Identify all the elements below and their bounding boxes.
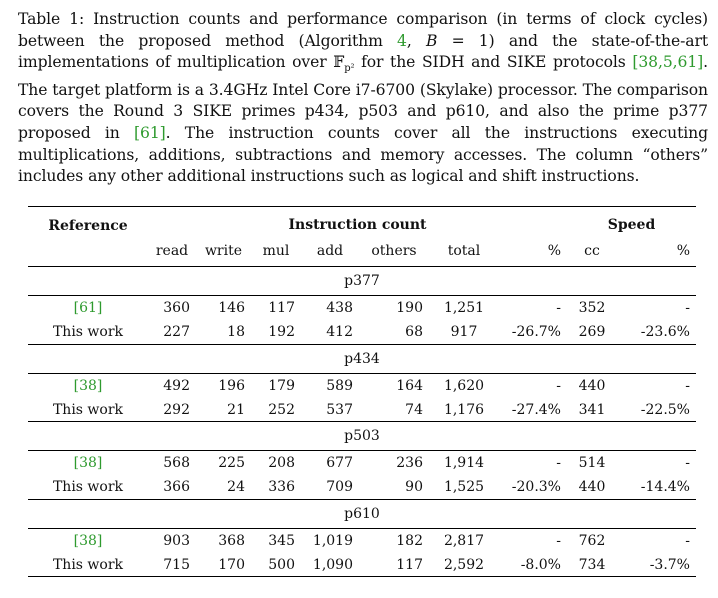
reference-cell: This work xyxy=(52,479,124,495)
prime-label: p377 xyxy=(344,273,380,289)
column-header-others: others xyxy=(371,243,417,260)
reference-citation-link[interactable]: [38] xyxy=(73,455,103,472)
table-cell: 336 xyxy=(268,479,295,495)
table-cell: - xyxy=(685,532,690,549)
column-header-write: write xyxy=(204,243,243,260)
table-cell: 589 xyxy=(326,377,353,394)
table-cell: 90 xyxy=(405,479,423,495)
caption-table-label: Table 1: xyxy=(18,10,85,28)
reference-cell xyxy=(28,451,148,476)
table-row xyxy=(28,451,696,476)
table-cell: 360 xyxy=(163,300,190,317)
table-row xyxy=(28,398,696,422)
reference-cell: This work xyxy=(52,401,124,418)
column-header-cc: cc xyxy=(584,243,600,260)
table-row xyxy=(28,528,696,553)
table-row xyxy=(28,296,696,321)
reference-citation-link[interactable]: [38] xyxy=(73,377,103,394)
table-cell: 292 xyxy=(163,401,190,418)
table-cell: 1,090 xyxy=(312,556,353,573)
table-cell: 24 xyxy=(227,479,245,495)
reference-cell: This work xyxy=(52,556,124,573)
speed-header: Speed xyxy=(607,216,656,233)
table-cell: 1,251 xyxy=(443,300,485,317)
table-cell: 368 xyxy=(218,532,245,549)
table-row xyxy=(28,476,696,500)
table-cell: 1,176 xyxy=(443,401,485,418)
table-cell: 192 xyxy=(268,324,295,340)
table-cell: 500 xyxy=(268,556,295,573)
table-cell: -8.0% xyxy=(520,556,561,573)
table-cell: -22.5% xyxy=(640,401,690,418)
table-cell: 412 xyxy=(326,324,353,340)
table-cell: -20.3% xyxy=(511,479,561,495)
table-cell: - xyxy=(685,455,690,472)
table-caption: Table 1: Instruction counts and performance comparison (in terms of clock cycles) between the proposed method (Algorithm 4, B = 1) and the state-of-the-art implementations of multiplication over 𝔽$_{p^2}$ for the SIDH and SIKE protocols [38,5,61]. The target platform is a 3.4GHz Intel Core i7-6700 (Skylake) processor. The comparison covers the Round 3 SIKE primes p434, p503 and p610, and also the prime p377 proposed in [61]. The instruction counts cover all the instructions executing multiplications, additions, subtractions and memory accesses. The column “others” includes any other additional instructions such as logical and shift instructions. xyxy=(18,10,709,186)
prime-label: p434 xyxy=(344,350,380,367)
prime-row-3 xyxy=(28,499,696,528)
table-cell: 74 xyxy=(405,401,423,418)
table-cell: 68 xyxy=(405,324,423,340)
reference-citation-link[interactable]: [38] xyxy=(73,532,103,549)
table-cell: - xyxy=(556,532,561,549)
table-cell: - xyxy=(685,377,690,394)
reference-citation-link[interactable]: [61] xyxy=(73,300,103,317)
instruction-count-header: Instruction count xyxy=(288,216,427,233)
column-header-read: read xyxy=(155,243,189,260)
table-cell: 1,914 xyxy=(443,455,485,472)
table-cell: 438 xyxy=(326,300,353,317)
table-cell: 440 xyxy=(578,479,606,495)
table-cell: 514 xyxy=(578,455,606,472)
header-row-1 xyxy=(28,207,696,237)
column-header-percent: % xyxy=(547,243,561,260)
prime-row-2 xyxy=(28,422,696,451)
table-cell: 269 xyxy=(578,324,606,340)
table-cell: 734 xyxy=(578,556,606,573)
table-cell: 2,817 xyxy=(443,532,485,549)
prime-label: p503 xyxy=(344,428,380,444)
table-cell: 196 xyxy=(218,377,245,394)
table-cell: 117 xyxy=(396,556,423,573)
table-cell: - xyxy=(556,300,561,317)
column-header-speed-percent: % xyxy=(676,243,690,260)
table-cell: 18 xyxy=(227,324,245,340)
comparison-table xyxy=(28,206,696,577)
table-cell: 1,019 xyxy=(312,532,353,549)
table-cell: 1,620 xyxy=(443,377,485,394)
table-cell: 715 xyxy=(163,556,190,573)
prime-row-0 xyxy=(28,267,696,296)
table-row xyxy=(28,321,696,345)
table-cell: 117 xyxy=(268,300,295,317)
citation-link-38-5-61[interactable]: [38,5,61] xyxy=(632,53,704,72)
table-cell: 366 xyxy=(163,479,190,495)
table-cell: -14.4% xyxy=(640,479,690,495)
citation-link-61[interactable]: [61] xyxy=(134,124,166,143)
table-cell: - xyxy=(556,377,561,394)
table-cell: 182 xyxy=(396,532,423,549)
table-cell: - xyxy=(556,455,561,472)
table-cell: 164 xyxy=(396,377,423,394)
reference-cell: This work xyxy=(52,324,124,340)
reference-header: Reference xyxy=(48,218,128,234)
table-cell: 179 xyxy=(268,377,295,394)
table-cell: 762 xyxy=(578,532,606,549)
table-cell: 341 xyxy=(578,401,606,418)
table-row xyxy=(28,553,696,577)
table-cell: 917 xyxy=(450,324,478,340)
table-cell: 190 xyxy=(396,300,423,317)
table-cell: 568 xyxy=(163,455,190,472)
table-cell: 208 xyxy=(268,455,295,472)
table-cell: 352 xyxy=(578,300,606,317)
table-cell: 440 xyxy=(578,377,606,394)
table-cell: - xyxy=(685,300,690,317)
table-cell: 2,592 xyxy=(443,556,485,573)
table-cell: 170 xyxy=(218,556,245,573)
prime-row-1 xyxy=(28,344,696,373)
table-cell: 236 xyxy=(396,455,423,472)
table-cell: 225 xyxy=(218,455,245,472)
table-cell: -26.7% xyxy=(511,324,561,340)
table-cell: 227 xyxy=(163,324,190,340)
table-cell: 21 xyxy=(227,401,245,418)
table-cell: -3.7% xyxy=(649,556,690,573)
table-cell: -23.6% xyxy=(640,324,690,340)
reference-cell xyxy=(28,296,148,321)
table-cell: 903 xyxy=(163,532,190,549)
table-cell: -27.4% xyxy=(511,401,561,418)
table-row xyxy=(28,373,696,398)
table-cell: 492 xyxy=(163,377,190,394)
table-cell: 345 xyxy=(268,532,295,549)
column-header-add: add xyxy=(316,243,344,260)
column-header-total: total xyxy=(447,243,481,260)
column-header-mul: mul xyxy=(262,243,290,260)
algorithm-link[interactable]: 4 xyxy=(397,31,407,50)
table-cell: 709 xyxy=(326,479,353,495)
table-cell: 146 xyxy=(218,300,245,317)
reference-cell xyxy=(28,528,148,553)
table-cell: 1,525 xyxy=(443,479,485,495)
table-cell: 537 xyxy=(326,401,353,418)
reference-cell xyxy=(28,373,148,398)
prime-label: p610 xyxy=(344,505,380,522)
table-cell: 677 xyxy=(326,455,353,472)
table-cell: 252 xyxy=(268,401,295,418)
